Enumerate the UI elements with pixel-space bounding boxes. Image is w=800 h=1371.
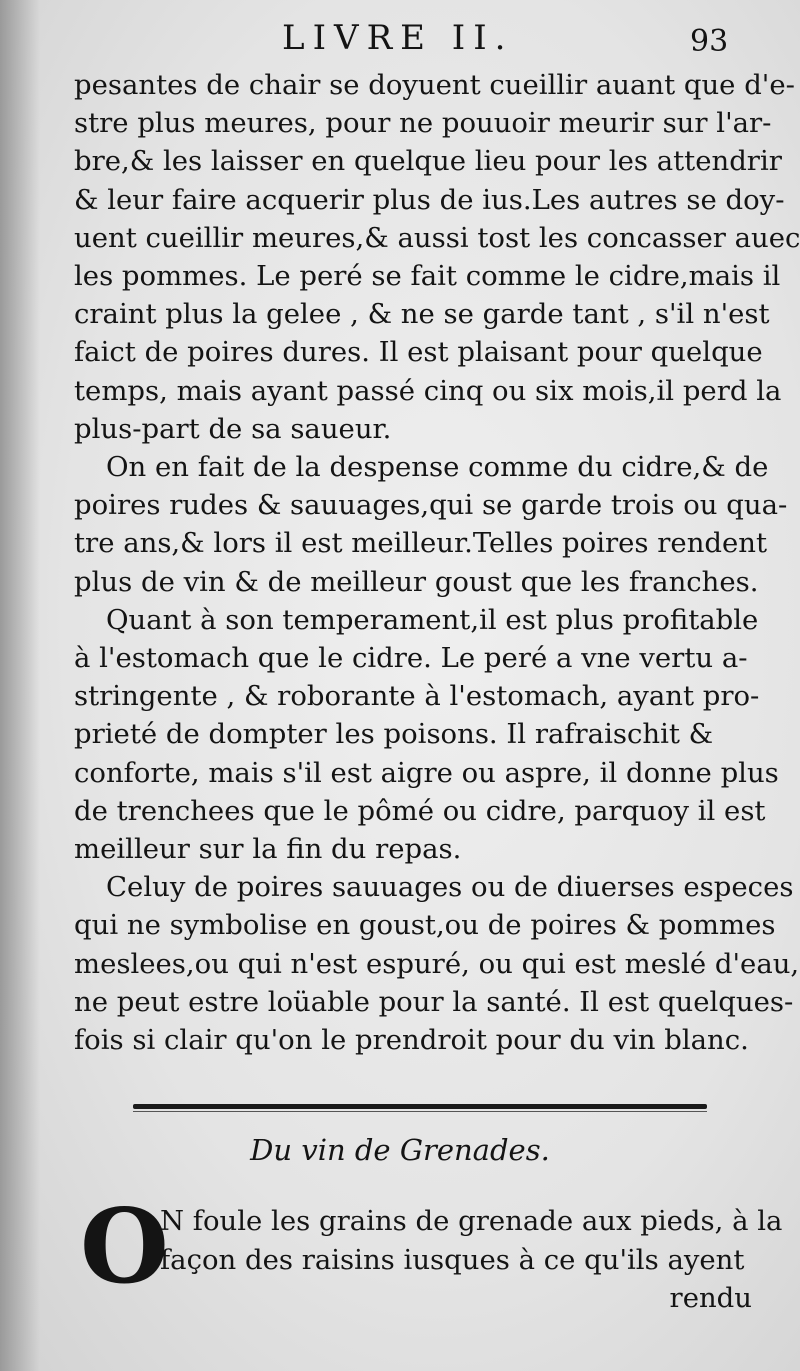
page-header xyxy=(0,18,800,58)
text-line: façon des raisins iusques à ce qu'ils ayent xyxy=(160,1243,745,1276)
page-number: 93 xyxy=(690,24,729,59)
running-head: LIVRE II. xyxy=(282,18,514,58)
text-line: à l'estomach que le cidre. Le peré a vne vertu a- xyxy=(74,642,748,675)
section-divider-thin xyxy=(133,1111,707,1112)
catchword: rendu xyxy=(669,1282,752,1314)
text-line: stre plus meures, pour ne pouuoir meurir sur l'ar- xyxy=(74,107,772,140)
text-line: meslees,ou qui n'est espuré, ou qui est meslé d'eau, xyxy=(74,947,800,980)
text-line: pesantes de chair se doyuent cueillir auant que d'e- xyxy=(74,69,795,101)
text-line: Quant à son temperament,il est plus profitable xyxy=(106,603,759,636)
text-line: faict de poires dures. Il est plaisant pour quelque xyxy=(74,336,763,369)
text-line: On en fait de la despense comme du cidre,& de xyxy=(106,451,769,484)
section-title: Du vin de Grenades. xyxy=(250,1133,550,1167)
text-line: ne peut estre loüable pour la santé. Il est quelques- xyxy=(74,985,794,1018)
text-line: Celuy de poires sauuages ou de diuerses especes xyxy=(106,871,794,904)
section-divider xyxy=(133,1104,707,1109)
text-line: prieté de dompter les poisons. Il rafraischit & xyxy=(74,718,714,751)
text-line: tre ans,& lors il est meilleur.Telles poires rendent xyxy=(74,527,768,560)
text-line: poires rudes & sauuages,qui se garde trois ou qua- xyxy=(74,489,788,522)
text-line: fois si clair qu'on le prendroit pour du vin blanc. xyxy=(74,1024,749,1057)
text-line: conforte, mais s'il est aigre ou aspre, il donne plus xyxy=(74,756,779,789)
text-line: les pommes. Le peré se fait comme le cidre,mais il xyxy=(74,260,781,293)
text-line: stringente , & roborante à l'estomach, ayant pro- xyxy=(74,680,760,713)
text-line: meilleur sur la fin du repas. xyxy=(74,833,462,866)
text-line: bre,& les laisser en quelque lieu pour les attendrir xyxy=(74,145,782,178)
text-line: de trenchees que le pômé ou cidre, parquoy il est xyxy=(74,794,766,827)
text-line: uent cueillir meures,& aussi tost les concasser auec xyxy=(74,221,800,254)
text-line: & leur faire acquerir plus de ius.Les autres se doy- xyxy=(74,183,785,216)
text-line: plus de vin & de meilleur goust que les franches. xyxy=(74,565,759,598)
text-line: plus-part de sa saueur. xyxy=(74,412,392,445)
main-text xyxy=(74,66,800,1059)
text-line: qui ne symbolise en goust,ou de poires & pommes xyxy=(74,909,776,942)
text-line: craint plus la gelee , & ne se garde tant , s'il n'est xyxy=(74,298,770,331)
section-text xyxy=(160,1202,783,1318)
drop-cap: O xyxy=(80,1187,169,1307)
text-line: temps, mais ayant passé cinq ou six mois,il perd la xyxy=(74,374,782,407)
text-line: N foule les grains de grenade aux pieds, à la xyxy=(160,1205,783,1237)
